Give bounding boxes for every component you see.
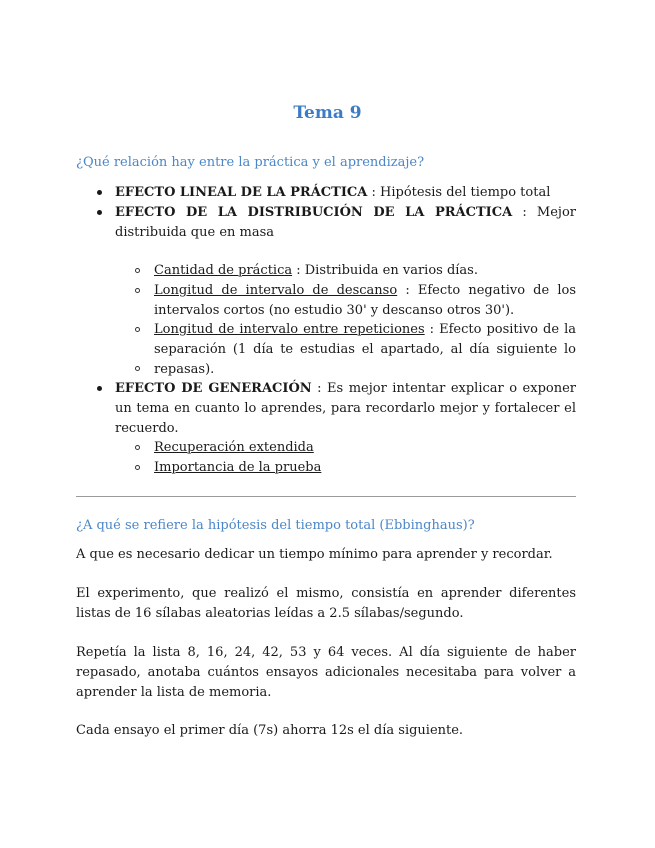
list-item	[115, 183, 576, 203]
sublist-item-underlined: Cantidad de práctica	[154, 263, 293, 278]
list-item-bold: EFECTO LINEAL DE LA PRÁCTICA	[115, 185, 368, 200]
page-title: Tema 9	[293, 103, 362, 123]
circle-bullet-icon	[135, 268, 140, 273]
sublist-item	[154, 320, 576, 380]
sublist-item	[154, 281, 576, 321]
sublist-item-text: : Distribuida en varios días.	[292, 263, 478, 278]
list-item-text: : Mejor distribuida que en masa	[115, 205, 576, 240]
sublist-item: Recuperación extendida	[154, 440, 314, 455]
paragraph: El experimento, que realizó el mismo, consistía en aprender diferentes listas de 16 sílabas aleatorias leídas a 2.5 sílabas/segundo.	[76, 586, 576, 621]
paragraph: Cada ensayo el primer día (7s) ahorra 12s el día siguiente.	[76, 723, 464, 738]
sublist-item-underlined: Longitud de intervalo de descanso	[154, 283, 398, 298]
list-item	[115, 203, 576, 243]
paragraph: Repetía la lista 8, 16, 24, 42, 53 y 64 veces. Al día siguiente de haber repasado, anotaba cuántos ensayos adicionales necesitaba para volver a aprender la lista de memoria.	[76, 645, 576, 700]
question-heading-1: ¿Qué relación hay entre la práctica y el aprendizaje?	[76, 155, 425, 170]
circle-bullet-icon	[135, 465, 140, 470]
list-item-bold: EFECTO DE GENERACIÓN	[115, 381, 312, 396]
list-item-bold: EFECTO DE LA DISTRIBUCIÓN DE LA PRÁCTICA	[115, 205, 513, 220]
horizontal-divider	[76, 496, 576, 497]
bullet-icon	[97, 190, 102, 195]
circle-bullet-icon	[135, 288, 140, 293]
paragraph: A que es necesario dedicar un tiempo mínimo para aprender y recordar.	[76, 547, 553, 562]
circle-bullet-icon	[135, 366, 140, 371]
circle-bullet-icon	[135, 445, 140, 450]
list-item-text: : Es mejor intentar explicar o exponer un tema en cuanto lo aprendes, para recordarlo mejor y fortalecer el recuerdo.	[115, 381, 576, 436]
list-item-text: : Hipótesis del tiempo total	[367, 185, 551, 200]
sublist-item: Importancia de la prueba	[154, 460, 322, 475]
sublist-item-text: : Efecto positivo de la separación (1 día te estudias el apartado, al día siguiente lo repasas).	[154, 322, 576, 377]
question-heading-2: ¿A qué se refiere la hipótesis del tiempo total (Ebbinghaus)?	[76, 518, 475, 533]
sublist-item-underlined: Longitud de intervalo entre repeticiones	[154, 322, 425, 337]
bullet-icon	[97, 210, 102, 215]
circle-bullet-icon	[135, 327, 140, 332]
sublist-item-text: : Efecto negativo de los intervalos cortos (no estudio 30' y descanso otros 30').	[154, 283, 576, 318]
sublist-item	[154, 261, 576, 281]
list-item	[115, 379, 576, 439]
bullet-icon	[97, 386, 102, 391]
